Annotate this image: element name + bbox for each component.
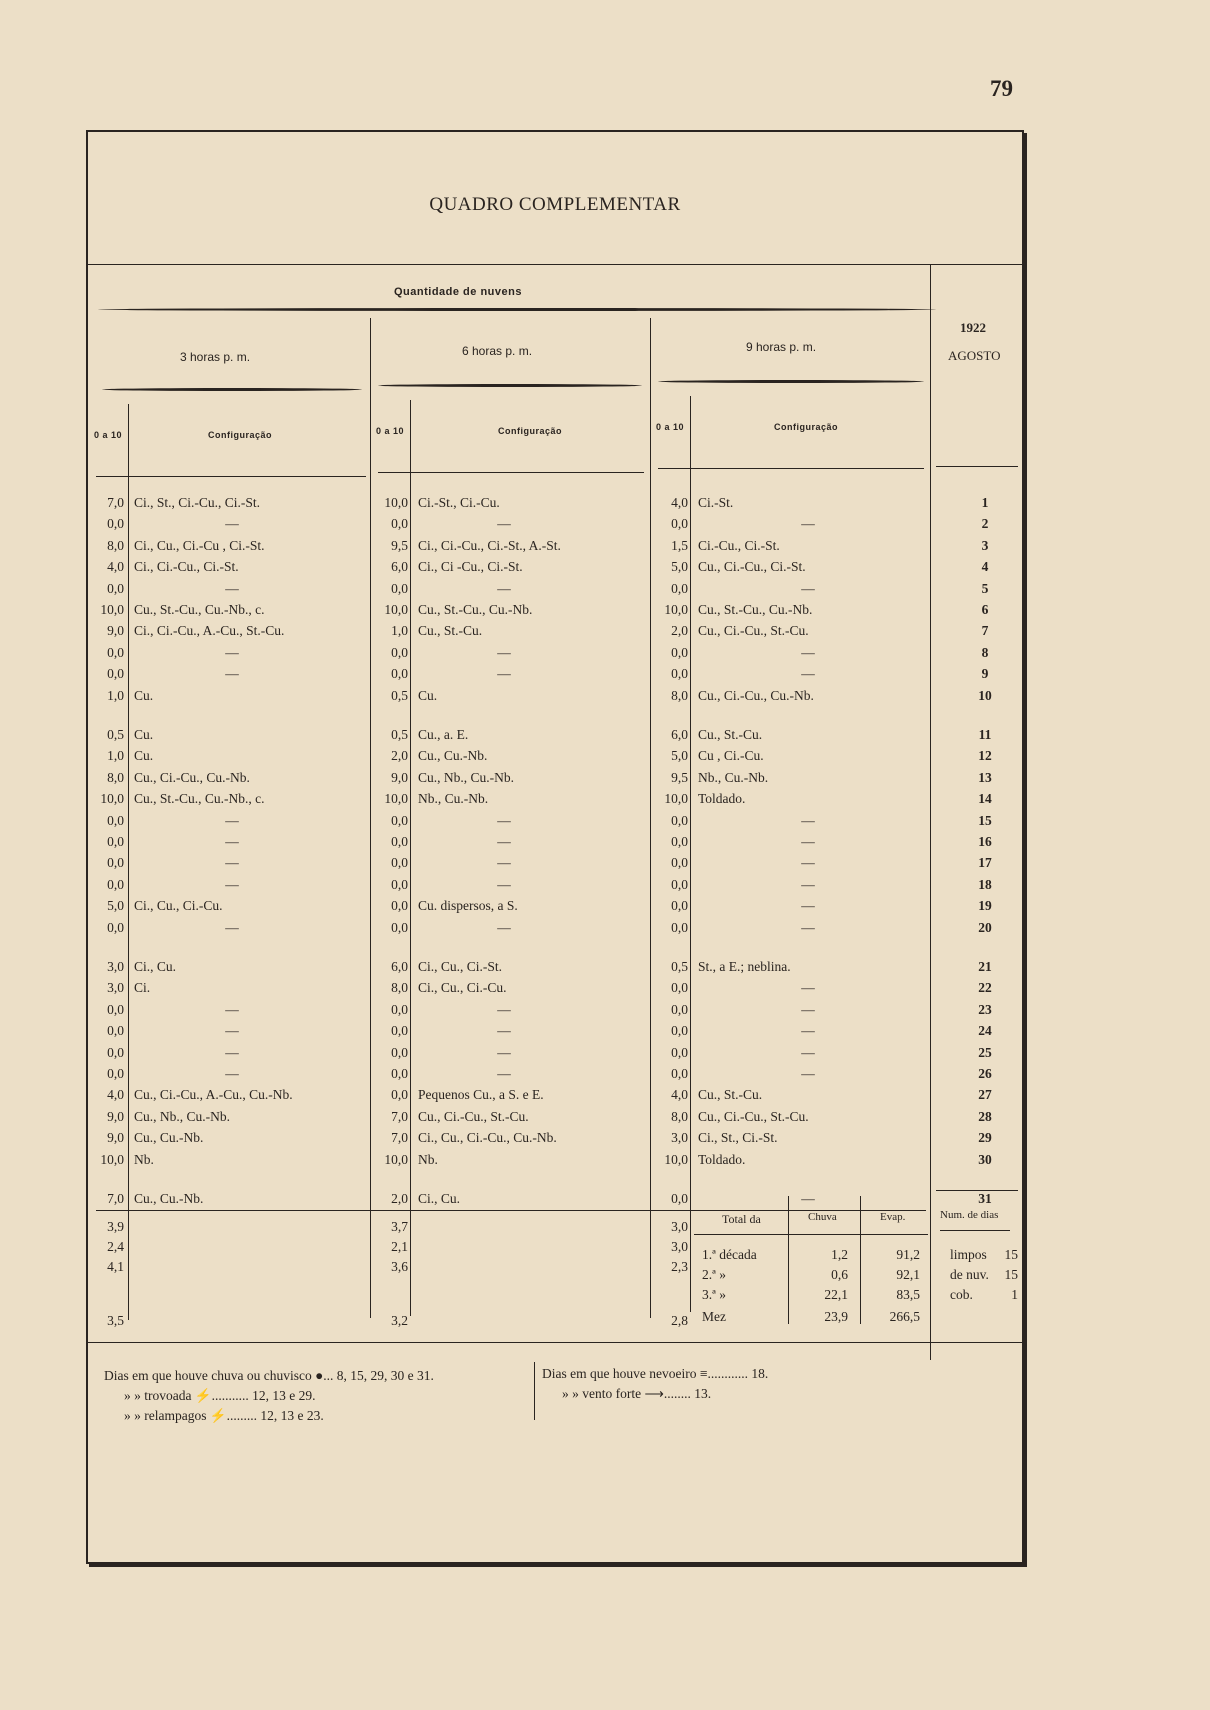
value-3pm: 9,0 [107, 623, 124, 639]
value-6pm: 0,5 [391, 687, 408, 703]
config-9pm: — [801, 898, 815, 914]
config-3pm: — [225, 1044, 239, 1060]
config-3pm: — [225, 644, 239, 660]
config-6pm: — [497, 1044, 511, 1060]
config-6pm: — [497, 644, 511, 660]
config-3pm: Cu. [134, 727, 154, 742]
divider-scale-6 [410, 400, 411, 1316]
day-number: 18 [978, 876, 992, 892]
config-3pm: Ci., Cu., Ci.-Cu , Ci.-St. [134, 537, 265, 553]
value-6pm: 0,0 [391, 855, 408, 871]
config-9pm: Cu., St.-Cu. [698, 1087, 763, 1103]
config-3pm: Configuração [208, 430, 273, 440]
day-number: 15 [978, 812, 992, 828]
totals-period: 1.ª década [702, 1247, 757, 1262]
day-number: 5 [981, 580, 989, 596]
means-rule [96, 1210, 926, 1211]
divider-day [930, 264, 931, 1360]
config-6pm: — [497, 919, 511, 935]
mean-c6: 2,1 [391, 1239, 408, 1254]
footnote-divider [534, 1362, 535, 1420]
numdias-value: 15 [1004, 1247, 1018, 1262]
day-number: 21 [978, 959, 992, 974]
mean-c9: 2,8 [671, 1313, 688, 1328]
numdias-value: 1 [1011, 1287, 1018, 1302]
value-9pm: 0,0 [671, 1066, 688, 1081]
config-3pm: Cu., St.-Cu., Cu.-Nb., c. [134, 602, 265, 617]
value-6pm: 0,0 [391, 812, 408, 828]
mean-c3: 3,5 [107, 1313, 124, 1328]
mean-c9: 2,3 [671, 1259, 688, 1274]
totals-chuva: 23,9 [824, 1309, 848, 1324]
config-6pm: Cu., Nb., Cu.-Nb. [418, 769, 515, 785]
config-3pm: Ci., Cu., Ci.-Cu. [134, 898, 223, 914]
day-number: 11 [978, 727, 992, 742]
totals-div-1 [788, 1196, 789, 1324]
config-3pm: — [225, 919, 239, 935]
totals-evap: 92,1 [896, 1267, 920, 1282]
day-number: 16 [978, 834, 992, 849]
config-6pm: Cu., St.-Cu. [418, 623, 483, 639]
value-3pm: 8,0 [107, 769, 124, 785]
config-3pm: Cu., Cu.-Nb. [134, 1130, 204, 1146]
config-6pm: Cu., St.-Cu., Cu.-Nb. [418, 602, 533, 617]
value-3pm: 10,0 [100, 602, 124, 617]
config-6pm: Pequenos Cu., a S. e E. [418, 1087, 544, 1103]
config-3pm: — [225, 1001, 239, 1017]
table-title: QUADRO COMPLEMENTAR [429, 194, 681, 215]
config-9pm: — [801, 1066, 815, 1081]
value-3pm: 3,0 [107, 959, 124, 974]
footnote-right-2: » » vento forte ⟶........ 13. [562, 1386, 712, 1401]
config-6pm: Nb. [418, 1151, 438, 1167]
config-9pm: — [801, 666, 815, 682]
value-6pm: 10,0 [384, 602, 408, 617]
day-number: 26 [978, 1066, 992, 1081]
value-6pm: 0,5 [391, 727, 408, 742]
day-number: 4 [981, 559, 989, 575]
value-3pm: 0,0 [107, 855, 124, 871]
config-3pm: — [225, 580, 239, 596]
value-3pm: 0,0 [107, 516, 124, 532]
config-9pm: — [801, 516, 815, 532]
config-6pm: Ci.-St., Ci.-Cu. [418, 495, 500, 510]
header-rule-3 [96, 476, 366, 477]
value-3pm: 8,0 [107, 537, 124, 553]
config-3pm: Cu. [134, 687, 154, 703]
config-6pm: — [497, 876, 511, 892]
value-9pm: 4,0 [671, 1087, 688, 1103]
day-number: 6 [981, 602, 989, 617]
day-number: 30 [978, 1151, 992, 1167]
header-month: AGOSTO [948, 348, 1001, 363]
config-9pm: — [801, 980, 815, 996]
config-9pm: Cu., Ci.-Cu., Ci.-St. [698, 559, 806, 575]
value-9pm: 6,0 [671, 727, 688, 742]
totals-period: 3.ª » [702, 1287, 726, 1302]
day-number: 14 [978, 791, 992, 807]
value-6pm: 0,0 [391, 834, 408, 849]
value-6pm: 0,0 [391, 580, 408, 596]
config-3pm: Ci., Ci.-Cu., Ci.-St. [134, 559, 239, 575]
config-9pm: Toldado. [698, 1151, 746, 1167]
config-9pm: — [801, 1191, 815, 1206]
table-frame [86, 130, 1024, 1564]
config-9pm: St., a E.; neblina. [698, 959, 791, 974]
day-number: 3 [981, 537, 989, 553]
config-6pm: — [497, 666, 511, 682]
value-9pm: 0,0 [671, 898, 688, 914]
value-9pm: 0,0 [671, 1023, 688, 1039]
value-6pm: 2,0 [391, 748, 408, 764]
config-6pm: Ci., Cu., Ci.-Cu. [418, 980, 507, 996]
config-9pm: Toldado. [698, 791, 746, 807]
config-3pm: — [225, 855, 239, 871]
config-6pm: Cu., Ci.-Cu., St.-Cu. [418, 1108, 529, 1124]
config-9pm: Ci.-Cu., Ci.-St. [698, 537, 780, 553]
value-9pm: 10,0 [664, 602, 688, 617]
day-number: 20 [978, 919, 992, 935]
day-number: 9 [981, 666, 989, 682]
config-3pm: Ci., Cu. [134, 959, 177, 974]
config-9pm: Nb., Cu.-Nb. [698, 769, 769, 785]
config-9pm: Cu., St.-Cu., Cu.-Nb. [698, 602, 813, 617]
config-6pm: Ci., Cu., Ci.-Cu., Cu.-Nb. [418, 1130, 557, 1146]
day-number: 19 [978, 898, 992, 914]
scale-9pm: 0 a 10 [656, 422, 685, 432]
value-9pm: 0,0 [671, 1044, 688, 1060]
value-6pm: 0,0 [391, 644, 408, 660]
config-6pm: — [497, 1023, 511, 1039]
config-3pm: Cu., Cu.-Nb. [134, 1191, 204, 1206]
totals-period: Mez [702, 1309, 726, 1324]
config-3pm: Cu., St.-Cu., Cu.-Nb., c. [134, 791, 265, 807]
totals-chuva: 0,6 [831, 1267, 848, 1282]
value-3pm: 4,0 [107, 1087, 124, 1103]
mean-c6: 3,7 [391, 1219, 408, 1234]
header-rule-9 [658, 468, 924, 469]
value-9pm: 0,0 [671, 876, 688, 892]
value-9pm: 0,0 [671, 812, 688, 828]
bottom-rule [88, 1342, 1022, 1343]
config-3pm: Nb. [134, 1151, 154, 1167]
value-6pm: 10,0 [384, 1151, 408, 1167]
config-3pm: Ci., St., Ci.-Cu., Ci.-St. [134, 495, 261, 510]
value-6pm: 0,0 [391, 666, 408, 682]
value-3pm: 0,0 [107, 666, 124, 682]
config-9pm: Cu , Ci.-Cu. [698, 748, 764, 764]
value-3pm: 1,0 [107, 748, 124, 764]
config-6pm: Configuração [498, 426, 563, 436]
header-rule-day [936, 466, 1018, 467]
day-number: 2 [981, 516, 989, 532]
totals-evap: 91,2 [896, 1247, 920, 1262]
day-number: 31 [978, 1191, 992, 1206]
config-6pm: Cu., Cu.-Nb. [418, 748, 488, 764]
value-6pm: 10,0 [384, 791, 408, 807]
config-3pm: Cu., Ci.-Cu., A.-Cu., Cu.-Nb. [134, 1087, 293, 1103]
day-number: 23 [978, 1001, 992, 1017]
value-9pm: 0,0 [671, 855, 688, 871]
config-6pm: — [497, 834, 511, 849]
config-6pm: — [497, 812, 511, 828]
config-6pm: — [497, 855, 511, 871]
day-number: 22 [978, 980, 992, 996]
value-6pm: 0,0 [391, 919, 408, 935]
divider-scale-3 [128, 404, 129, 1320]
config-9pm: — [801, 1023, 815, 1039]
value-9pm: 3,0 [671, 1130, 688, 1146]
totals-header-chuva: Chuva [808, 1211, 837, 1223]
config-6pm: — [497, 1066, 511, 1081]
value-9pm: 0,0 [671, 666, 688, 682]
config-9pm: Configuração [774, 422, 839, 432]
mean-c6: 3,2 [391, 1313, 408, 1328]
value-9pm: 0,0 [671, 1001, 688, 1017]
day-number: 17 [978, 855, 992, 871]
config-3pm: — [225, 834, 239, 849]
group-rule [98, 308, 936, 311]
config-6pm: Cu. dispersos, a S. [418, 898, 518, 914]
value-6pm: 8,0 [391, 980, 408, 996]
value-9pm: 0,0 [671, 516, 688, 532]
value-6pm: 0,0 [391, 1087, 408, 1103]
totals-header-evap: Evap. [880, 1211, 906, 1223]
value-3pm: 0,0 [107, 834, 124, 849]
config-6pm: — [497, 580, 511, 596]
value-6pm: 7,0 [391, 1130, 408, 1146]
numdias-header-rule [940, 1230, 1010, 1231]
value-3pm: 9,0 [107, 1130, 124, 1146]
value-6pm: 0,0 [391, 898, 408, 914]
config-9pm: — [801, 876, 815, 892]
value-9pm: 2,0 [671, 623, 688, 639]
mean-c3: 2,4 [107, 1239, 124, 1254]
config-3pm: — [225, 1066, 239, 1081]
numdias-rule [936, 1190, 1018, 1191]
totals-div-2 [860, 1196, 861, 1324]
config-3pm: Cu., Nb., Cu.-Nb. [134, 1108, 231, 1124]
value-6pm: 6,0 [391, 959, 408, 974]
day-number: 7 [981, 623, 989, 639]
value-9pm: 0,0 [671, 644, 688, 660]
totals-chuva: 1,2 [831, 1247, 848, 1262]
mean-c9: 3,0 [671, 1239, 688, 1254]
value-9pm: 0,0 [671, 1191, 688, 1206]
day-number: 28 [978, 1108, 992, 1124]
value-6pm: 9,0 [391, 769, 408, 785]
value-3pm: 0,0 [107, 876, 124, 892]
value-3pm: 0,0 [107, 1023, 124, 1039]
value-9pm: 8,0 [671, 1108, 688, 1124]
value-3pm: 7,0 [107, 1191, 124, 1206]
config-6pm: Ci., Ci.-Cu., Ci.-St., A.-St. [418, 537, 561, 553]
numdias-value: 15 [1004, 1267, 1018, 1282]
day-number: 27 [978, 1087, 992, 1103]
config-6pm: Ci., Cu., Ci.-St. [418, 959, 503, 974]
value-3pm: 3,0 [107, 980, 124, 996]
config-3pm: — [225, 812, 239, 828]
footnote-left-2: » » trovoada ⚡........... 12, 13 e 29. [124, 1388, 316, 1403]
config-6pm: — [497, 516, 511, 532]
value-6pm: 9,5 [391, 537, 408, 553]
config-3pm: — [225, 876, 239, 892]
config-3pm: Ci. [134, 980, 151, 996]
value-6pm: 0,0 [391, 516, 408, 532]
value-9pm: 0,0 [671, 580, 688, 596]
value-3pm: 4,0 [107, 559, 124, 575]
value-3pm: 0,0 [107, 1001, 124, 1017]
value-6pm: 2,0 [391, 1191, 408, 1206]
config-3pm: — [225, 1023, 239, 1039]
numdias-label: de nuv. [950, 1267, 989, 1282]
config-6pm: Ci., Ci -Cu., Ci.-St. [418, 559, 523, 575]
config-9pm: — [801, 812, 815, 828]
config-9pm: Cu., Ci.-Cu., St.-Cu. [698, 1108, 809, 1124]
config-9pm: — [801, 580, 815, 596]
value-9pm: 10,0 [664, 1151, 688, 1167]
header-year: 1922 [960, 320, 986, 335]
value-6pm: 0,0 [391, 876, 408, 892]
scale-6pm: 0 a 10 [376, 426, 405, 436]
config-3pm: Ci., Ci.-Cu., A.-Cu., St.-Cu. [134, 623, 285, 639]
value-3pm: 0,0 [107, 919, 124, 935]
value-3pm: 7,0 [107, 495, 124, 510]
value-6pm: 7,0 [391, 1108, 408, 1124]
config-9pm: Cu., Ci.-Cu., St.-Cu. [698, 623, 809, 639]
value-3pm: 1,0 [107, 687, 124, 703]
value-3pm: 10,0 [100, 1151, 124, 1167]
value-9pm: 9,5 [671, 769, 688, 785]
value-6pm: 6,0 [391, 559, 408, 575]
totals-evap: 266,5 [889, 1309, 920, 1324]
value-6pm: 10,0 [384, 495, 408, 510]
header-rule-6 [378, 472, 644, 473]
value-9pm: 0,0 [671, 980, 688, 996]
page-number: 79 [990, 76, 1013, 101]
value-9pm: 5,0 [671, 748, 688, 764]
config-9pm: — [801, 644, 815, 660]
footnote-left-3: » » relampagos ⚡......... 12, 13 e 23. [124, 1408, 324, 1423]
scale-3pm: 0 a 10 [94, 430, 123, 440]
value-9pm: 8,0 [671, 687, 688, 703]
numdias-header: Num. de dias [940, 1209, 999, 1221]
config-9pm: Ci.-St. [698, 495, 734, 510]
config-9pm: Ci., St., Ci.-St. [698, 1130, 778, 1146]
config-3pm: Cu., Ci.-Cu., Cu.-Nb. [134, 769, 250, 785]
value-9pm: 0,5 [671, 959, 688, 974]
day-number: 24 [978, 1023, 992, 1039]
config-6pm: Cu. [418, 687, 438, 703]
value-3pm: 0,0 [107, 1066, 124, 1081]
config-3pm: — [225, 516, 239, 532]
config-6pm: Cu., a. E. [418, 727, 469, 742]
value-3pm: 0,5 [107, 727, 124, 742]
value-6pm: 0,0 [391, 1044, 408, 1060]
value-3pm: 10,0 [100, 791, 124, 807]
config-9pm: — [801, 1001, 815, 1017]
numdias-label: limpos [950, 1247, 987, 1262]
header-9pm: 9 horas p. m. [746, 340, 817, 354]
value-6pm: 0,0 [391, 1001, 408, 1017]
day-number: 10 [978, 687, 992, 703]
config-9pm: Cu., Ci.-Cu., Cu.-Nb. [698, 687, 814, 703]
mean-c3: 4,1 [107, 1259, 124, 1274]
config-6pm: Nb., Cu.-Nb. [418, 791, 489, 807]
value-3pm: 5,0 [107, 898, 124, 914]
value-9pm: 0,0 [671, 919, 688, 935]
value-3pm: 0,0 [107, 1044, 124, 1060]
value-3pm: 0,0 [107, 580, 124, 596]
config-9pm: Cu., St.-Cu. [698, 727, 763, 742]
config-6pm: — [497, 1001, 511, 1017]
value-3pm: 9,0 [107, 1108, 124, 1124]
rule-3pm [102, 388, 362, 391]
footnote-right-1: Dias em que houve nevoeiro ≡............ 18. [542, 1366, 769, 1381]
totals-header-rule [694, 1234, 928, 1235]
day-number: 25 [978, 1044, 992, 1060]
rule-6pm [378, 384, 642, 387]
config-9pm: — [801, 1044, 815, 1060]
value-9pm: 1,5 [671, 537, 688, 553]
title-rule [88, 264, 1022, 265]
day-number: 1 [981, 495, 989, 510]
config-3pm: — [225, 666, 239, 682]
totals-evap: 83,5 [896, 1287, 920, 1302]
divider-scale-9 [690, 396, 691, 1312]
footnote-left-1: Dias em que houve chuva ou chuvisco ●... 8, 15, 29, 30 e 31. [104, 1368, 434, 1383]
value-9pm: 0,0 [671, 834, 688, 849]
value-9pm: 4,0 [671, 495, 688, 510]
value-6pm: 1,0 [391, 623, 408, 639]
totals-chuva: 22,1 [824, 1287, 848, 1302]
config-3pm: Cu. [134, 748, 154, 764]
day-number: 12 [978, 748, 992, 764]
numdias-label: cob. [950, 1287, 973, 1302]
value-9pm: 5,0 [671, 559, 688, 575]
config-9pm: — [801, 919, 815, 935]
rule-9pm [658, 380, 924, 383]
totals-period: 2.ª » [702, 1267, 726, 1282]
group-header: Quantidade de nuvens [394, 286, 522, 298]
mean-c3: 3,9 [107, 1219, 124, 1234]
config-6pm: Ci., Cu. [418, 1191, 461, 1206]
value-3pm: 0,0 [107, 812, 124, 828]
day-number: 13 [978, 769, 992, 785]
config-9pm: — [801, 855, 815, 871]
config-9pm: — [801, 834, 815, 849]
value-6pm: 0,0 [391, 1066, 408, 1081]
mean-c9: 3,0 [671, 1219, 688, 1234]
value-6pm: 0,0 [391, 1023, 408, 1039]
value-3pm: 0,0 [107, 644, 124, 660]
mean-c6: 3,6 [391, 1259, 408, 1274]
header-3pm: 3 horas p. m. [180, 350, 251, 364]
day-number: 29 [978, 1130, 992, 1146]
header-6pm: 6 horas p. m. [462, 344, 533, 358]
totals-header-label: Total da [722, 1212, 761, 1226]
value-9pm: 10,0 [664, 791, 688, 807]
day-number: 8 [981, 644, 989, 660]
